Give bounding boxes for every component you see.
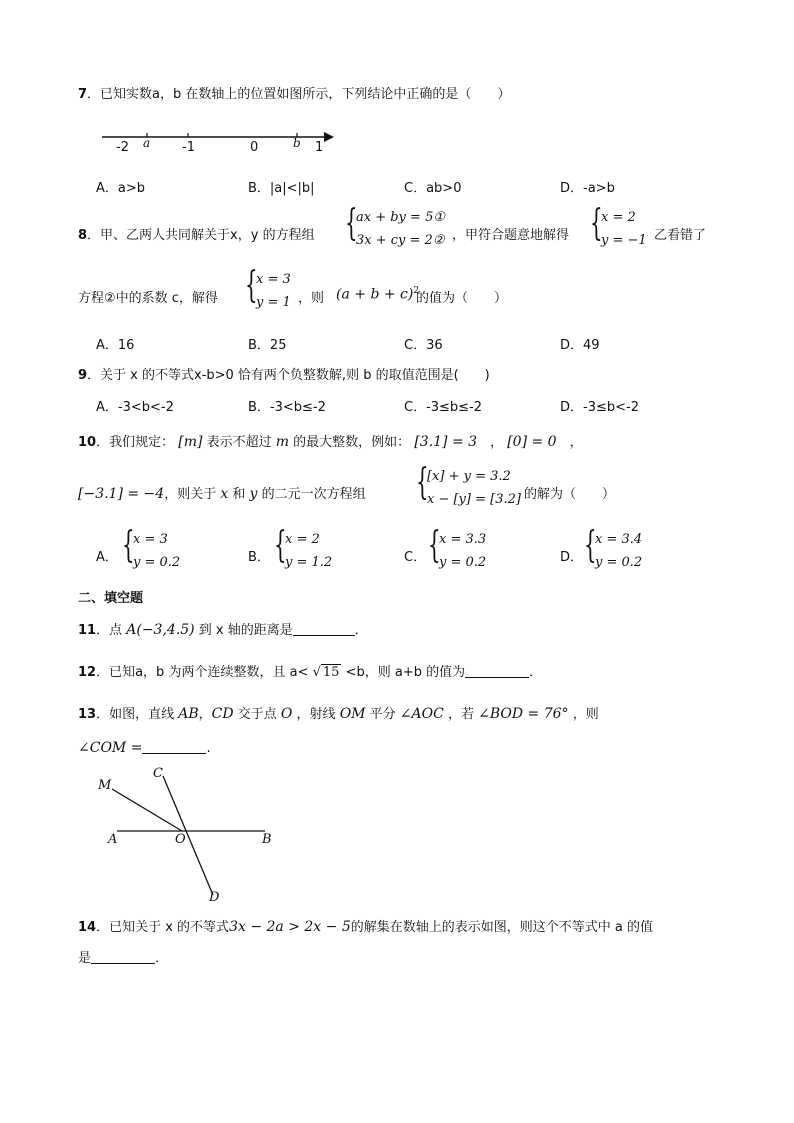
fig-label-c: C [153,766,163,781]
q8-stem-part6: 的值为（ ） [416,291,508,306]
q8-stem-part1: 8．甲、乙两人共同解关于x，y 的方程组 [78,228,315,243]
q8-option-a[interactable]: A．16 [96,338,135,353]
q9-option-d[interactable]: D．-3≤b<-2 [560,400,639,415]
question-number: 8 [78,228,88,243]
sqrt-expression: √ 15 [312,665,340,680]
q7-option-d[interactable]: D．-a>b [560,181,615,196]
q8-equation-system: { ax + by = 5① 3x + cy = 2② [345,203,445,248]
q8-option-c[interactable]: C．36 [404,338,443,353]
q10-stem-line2: [−3.1] = −4，则关于 x 和 y 的二元一次方程组 [78,486,366,502]
question-number: 14 [78,920,97,935]
q8-stem-part4: 方程②中的系数 c，解得 [78,291,218,306]
q13-stem-line2: ∠COM = . [78,740,211,756]
q10-stem-line2-end: 的解为（ ） [524,487,616,502]
fig-label-d: D [209,890,220,905]
axis-label-1: 1 [315,140,324,155]
q9-option-b[interactable]: B．-3<b≤-2 [248,400,326,415]
axis-label-b: b [293,136,301,150]
q8-option-b[interactable]: B．25 [248,338,287,353]
fig-label-m: M [98,778,112,793]
q8-stem-part5: ，则 [298,291,325,306]
q10-option-a-solution[interactable]: { x = 3 y = 0.2 [122,525,181,570]
q9-option-c[interactable]: C．-3≤b≤-2 [404,400,483,415]
question-number: 11 [78,623,97,638]
q14-stem-line2: 是 ． [78,951,169,966]
fig-label-b: B [262,832,272,847]
fig-label-o: O [175,832,186,847]
q10-option-c-solution[interactable]: { x = 3.3 y = 0.2 [428,525,487,570]
q10-option-d[interactable]: D． [560,550,584,565]
line-cd [163,776,213,895]
equation-1: ax + by = 5① [356,210,445,225]
axis-label-neg1: -1 [182,140,195,155]
q7-option-c[interactable]: C．ab>0 [404,181,462,196]
q10-stem-line1: 10．我们规定： [m] 表示不超过 m 的最大整数，例如： [3.1] = 3 ， [0] = 0 ， [78,434,583,450]
axis-label-a: a [143,136,151,150]
axis-label-0: 0 [250,140,259,155]
fig-label-a: A [108,832,118,847]
q8-stem-part3: 乙看错了 [654,228,707,243]
question-number: 9 [78,368,88,383]
answer-blank[interactable] [465,664,529,678]
q7-number-line [98,126,343,158]
q10-option-a[interactable]: A． [96,550,118,565]
q14-stem-line1: 14．已知关于 x 的不等式3x − 2a > 2x − 5的解集在数轴上的表示如图，则这个不等式中 a 的值 [78,919,653,935]
q10-option-c[interactable]: C． [404,550,427,565]
q7-stem [78,83,510,102]
answer-blank[interactable] [293,622,355,636]
axis-label-neg2: -2 [116,140,129,155]
question-number: 10 [78,435,97,450]
question-number: 7 [78,87,88,102]
q8-solution-2: { x = 3 y = 1 [245,265,291,310]
question-text: ．已知实数a，b 在数轴上的位置如图所示，下列结论中正确的是（ ） [87,87,511,102]
q12-stem: 12．已知a，b 为两个连续整数，且 a< √ 15 <b，则 a+b 的值为 ． [78,665,543,680]
q10-option-b-solution[interactable]: { x = 2 y = 1.2 [274,525,333,570]
q8-expression: $(a + b + c)^2$ [336,286,420,303]
question-number: 13 [78,707,97,722]
q11-stem: 11．点 A(−3,4.5) 到 x 轴的距离是 ． [78,622,368,638]
q8-stem-part2: ，甲符合题意地解得 [452,228,570,243]
q7-option-b[interactable]: B．|a|<|b| [248,181,315,196]
section-title: 二、填空题 [78,591,144,606]
answer-blank[interactable] [142,740,206,754]
answer-blank[interactable] [91,950,155,964]
equation-2: 3x + cy = 2② [356,233,445,248]
q7-option-a[interactable]: A．a>b [96,181,146,196]
q13-stem-line1: 13．如图，直线 AB，CD 交于点 O ，射线 OM 平分 ∠AOC ，若 ∠BOD = 76° ，则 [78,706,599,722]
q8-option-d[interactable]: D．49 [560,338,600,353]
q8-solution-1: { x = 2 y = −1 [590,203,647,248]
q9-stem: 9．关于 x 的不等式x-b>0 恰有两个负整数解,则 b 的取值范围是( ) [78,368,490,383]
q13-geometry-figure [95,762,285,907]
q10-option-d-solution[interactable]: { x = 3.4 y = 0.2 [584,525,643,570]
q9-option-a[interactable]: A．-3<b<-2 [96,400,174,415]
q10-equation-system: { [x] + y = 3.2 x − [y] = [3.2] [416,462,521,507]
q10-option-b[interactable]: B． [248,550,270,565]
question-number: 12 [78,665,97,680]
